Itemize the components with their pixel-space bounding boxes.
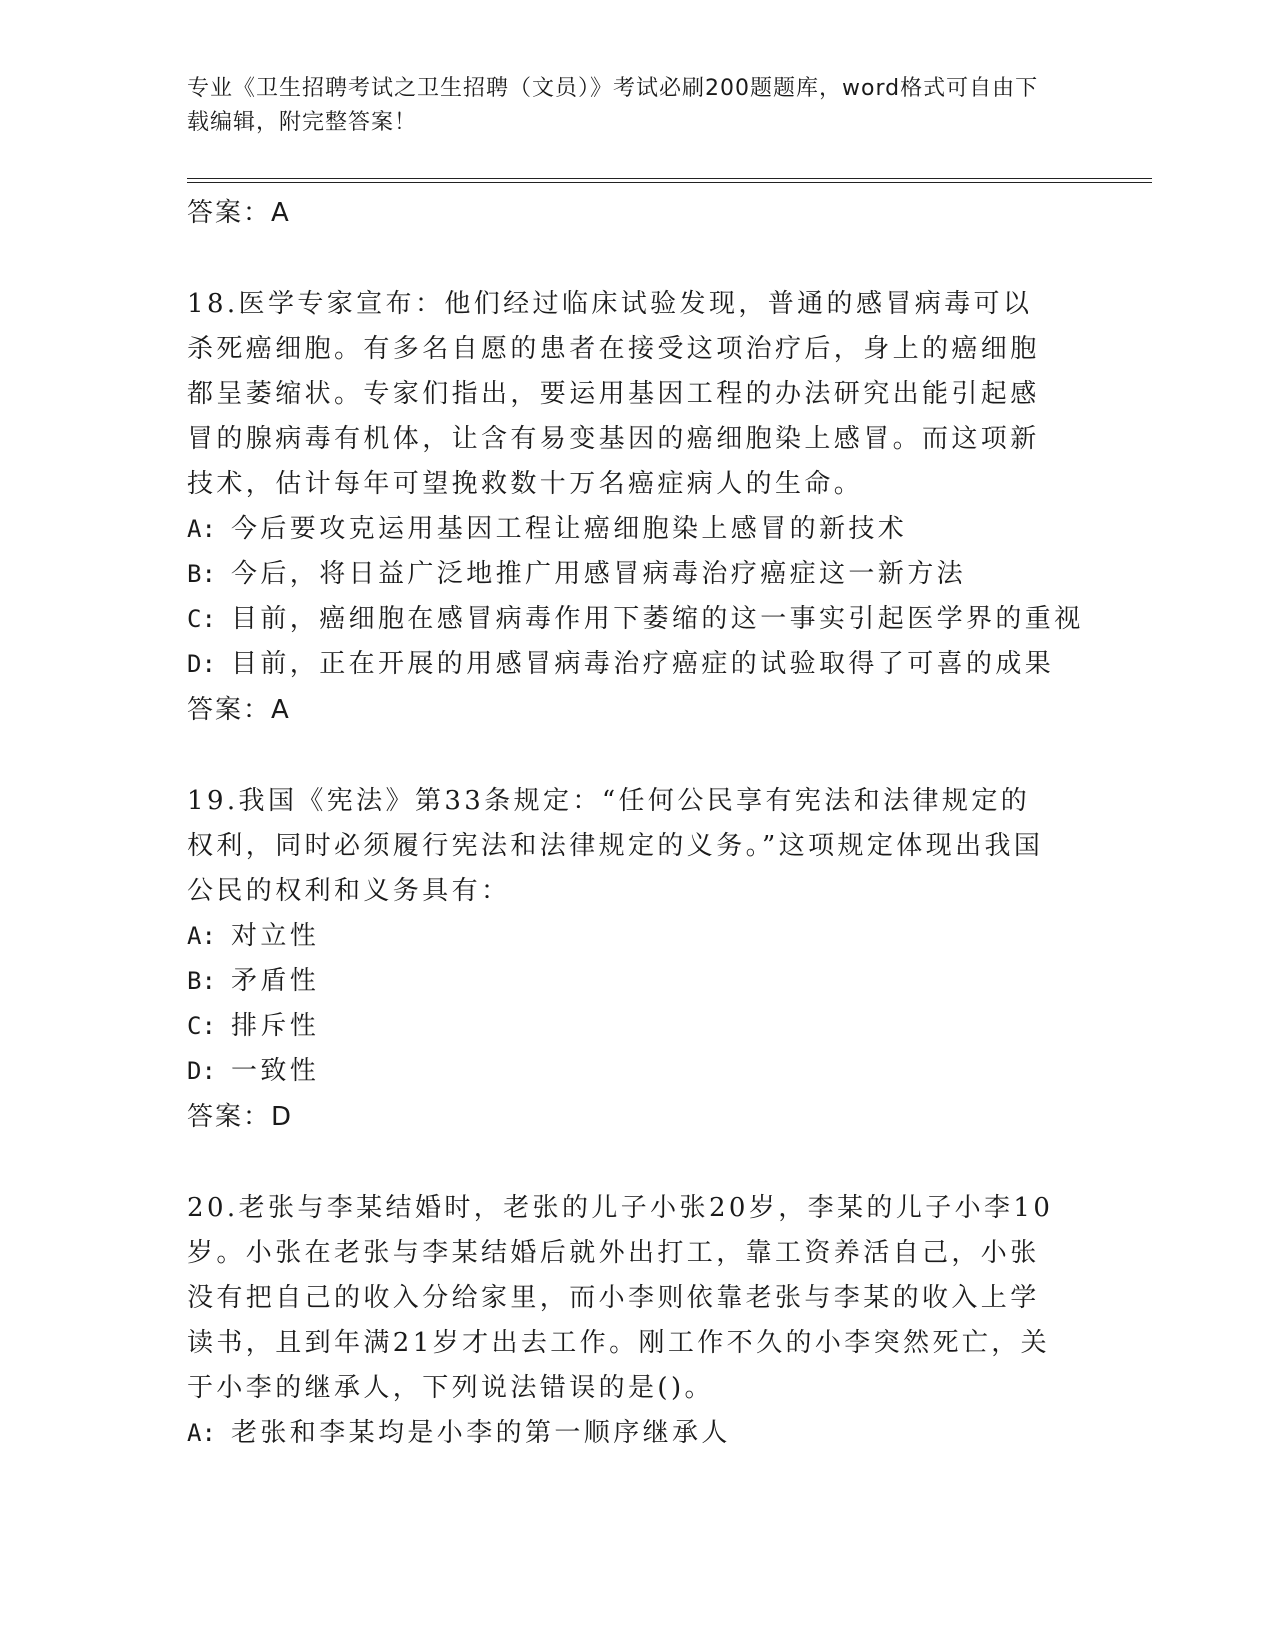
option-line [187,597,1084,642]
block-spacer [187,733,1057,779]
option-text: 目前，正在开展的用感冒病毒治疗癌症的试验取得了可喜的成果 [231,649,1055,679]
option-letter: C: [187,1012,216,1040]
answer-line: 答案：D [187,1102,294,1132]
option-letter: C: [187,605,216,633]
option-text: 对立性 [231,921,320,951]
option-letter: D: [187,1057,216,1085]
option-letter: A: [187,515,216,543]
option-letter: D: [187,650,216,678]
option-text: 排斥性 [231,1011,320,1041]
option-line [187,507,1057,552]
option-line [187,552,1057,597]
question-stem: 18.医学专家宣布：他们经过临床试验发现，普通的感冒病毒可以杀死癌细胞。有多名自愿的患者在接受这项治疗后，身上的癌细胞都呈萎缩状。专家们指出，要运用基因工程的办法研究出能引起感冒的腺病毒有机体，让含有易变基因的癌细胞染上感冒。而这项新技术，估计每年可望挽救数十万名癌症病人的生命。 [187,289,1040,499]
document-header: 专业《卫生招聘考试之卫生招聘（文员）》考试必刷200题题库，word格式可自由下载编辑，附完整答案！ [187,76,1039,135]
option-line [187,1411,1057,1456]
option-letter: B: [187,967,216,995]
option-letter: B: [187,560,216,588]
option-line [187,1049,1057,1094]
question-stem: 20.老张与李某结婚时，老张的儿子小张20岁，李某的儿子小李10岁。小张在老张与李某结婚后就外出打工，靠工资养活自己，小张没有把自己的收入分给家里，而小李则依靠老张与李某的收入上学读书，且到年满21岁才出去工作。刚工作不久的小李突然死亡，关于小李的继承人，下列说法错误的是()。 [187,1193,1054,1403]
option-text: 今后要攻克运用基因工程让癌细胞染上感冒的新技术 [231,514,908,544]
answer-line: 答案：A [187,695,291,725]
option-text: 老张和李某均是小李的第一顺序继承人 [231,1418,731,1448]
option-line [187,642,1057,687]
option-text: 今后，将日益广泛地推广用感冒病毒治疗癌症这一新方法 [231,559,967,589]
option-text: 一致性 [231,1056,320,1086]
option-letter: A: [187,922,216,950]
answer-line: 答案：A [187,198,291,228]
block-spacer [187,1140,1057,1186]
option-line [187,959,1057,1004]
option-line [187,1004,1057,1049]
option-letter: A: [187,1419,216,1447]
header-divider [187,178,1152,183]
block-spacer [187,236,1057,282]
option-text: 目前，癌细胞在感冒病毒作用下萎缩的这一事实引起医学界的重视 [231,604,1084,634]
question-content [187,190,1084,1456]
option-line [187,914,1057,959]
question-stem: 19.我国《宪法》第33条规定：“任何公民享有宪法和法律规定的权利，同时必须履行宪法和法律规定的义务。”这项规定体现出我国公民的权利和义务具有： [187,786,1044,906]
option-text: 矛盾性 [231,966,320,996]
